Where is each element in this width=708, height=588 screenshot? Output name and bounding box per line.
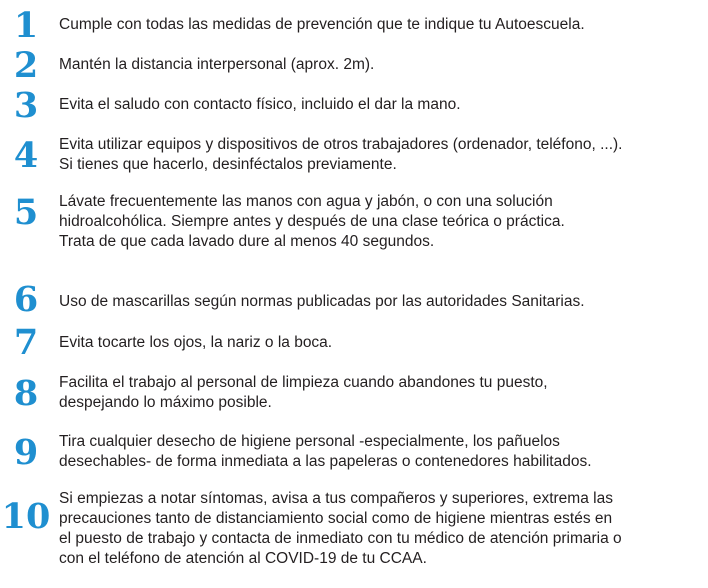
item-text-line: Evita tocarte los ojos, la nariz o la boca. [59, 334, 333, 351]
item-text [59, 15, 702, 35]
item-text-line: hidroalcohólica. Siempre antes y después de una clase teórica o práctica. [59, 213, 565, 230]
item-number: 8 [13, 373, 39, 414]
item-number: 4 [13, 135, 39, 176]
item-number: 10 [1, 496, 51, 537]
item-number: 9 [13, 432, 39, 473]
item-number: 1 [13, 5, 39, 46]
item-text [59, 292, 702, 312]
item-number: 7 [13, 322, 39, 363]
item-text-line: desechables- de forma inmediata a las papeleras o contenedores habilitados. [59, 453, 592, 470]
item-text-line: el puesto de trabajo y contacta de inmediato con tu médico de atención primaria o [59, 530, 622, 547]
item-number: 6 [13, 279, 39, 320]
item-text-line: Evita utilizar equipos y dispositivos de otros trabajadores (ordenador, teléfono, ...). [59, 136, 623, 153]
item-text-line: despejando lo máximo posible. [59, 394, 272, 411]
item-text [59, 135, 702, 175]
item-text-line: Si empiezas a notar síntomas, avisa a tus compañeros y superiores, extrema las [59, 490, 613, 507]
item-text-line: con el teléfono de atención al COVID-19 de tu CCAA. [59, 550, 427, 567]
item-text-line: Uso de mascarillas según normas publicadas por las autoridades Sanitarias. [59, 293, 585, 310]
item-text-line: Si tienes que hacerlo, desinféctalos previamente. [59, 156, 397, 173]
item-text-line: precauciones tanto de distanciamiento social como de higiene mientras estés en [59, 510, 613, 527]
item-text-line: Tira cualquier desecho de higiene personal -especialmente, los pañuelos [59, 433, 560, 450]
item-text-line: Cumple con todas las medidas de prevención que te indique tu Autoescuela. [59, 16, 585, 33]
item-number: 2 [13, 45, 39, 86]
item-text-line: Mantén la distancia interpersonal (aprox. 2m). [59, 56, 375, 73]
item-text-line: Trata de que cada lavado dure al menos 40 segundos. [59, 233, 435, 250]
item-text-line: Lávate frecuentemente las manos con agua y jabón, o con una solución [59, 193, 553, 210]
item-text-line: Facilita el trabajo al personal de limpieza cuando abandones tu puesto, [59, 374, 548, 391]
item-text [59, 333, 702, 353]
item-text [59, 489, 702, 569]
item-number: 5 [13, 192, 39, 233]
item-text [59, 95, 702, 115]
item-number: 3 [13, 85, 39, 126]
item-text [59, 192, 702, 252]
item-text [59, 373, 702, 413]
item-text-line: Evita el saludo con contacto físico, incluido el dar la mano. [59, 96, 461, 113]
item-text [59, 432, 702, 472]
item-text [59, 55, 702, 75]
